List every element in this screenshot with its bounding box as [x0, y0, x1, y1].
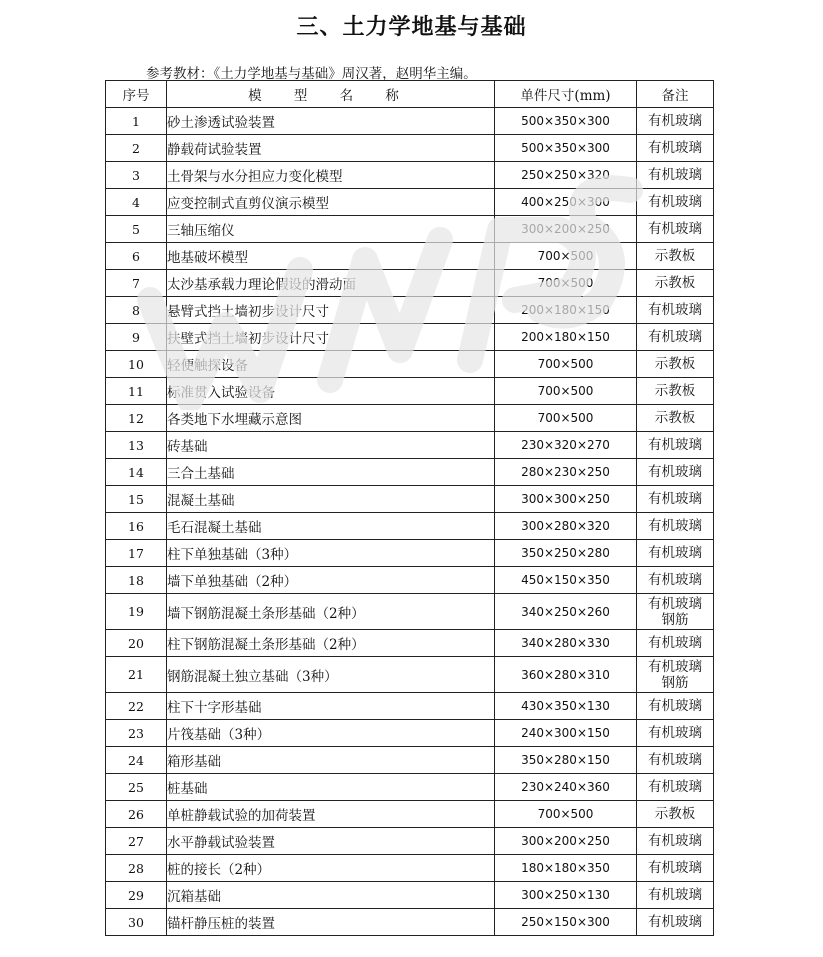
model-name: 墙下钢筋混凝土条形基础（2种）	[167, 594, 495, 630]
row-number: 23	[106, 720, 167, 747]
table-row	[106, 459, 714, 486]
model-table	[105, 80, 714, 936]
table-row	[106, 693, 714, 720]
model-name: 墙下单独基础（2种）	[167, 567, 495, 594]
table-row	[106, 351, 714, 378]
row-number: 5	[106, 216, 167, 243]
model-name: 桩基础	[167, 774, 495, 801]
table-row	[106, 720, 714, 747]
note-line: 有机玻璃	[648, 595, 702, 612]
model-size: 230×320×270	[495, 432, 637, 459]
table-row	[106, 801, 714, 828]
model-name: 单桩静载试验的加荷装置	[167, 801, 495, 828]
note-line: 有机玻璃	[648, 914, 702, 930]
note-line: 示教板	[654, 383, 696, 399]
note-line: 有机玻璃	[648, 833, 702, 849]
model-note	[637, 882, 714, 909]
model-size: 450×150×350	[495, 567, 637, 594]
model-name: 砂土渗透试验装置	[167, 108, 495, 135]
row-number: 13	[106, 432, 167, 459]
row-number: 18	[106, 567, 167, 594]
table-row	[106, 162, 714, 189]
model-note	[637, 270, 714, 297]
note-line: 有机玻璃	[648, 545, 702, 561]
table-row	[106, 513, 714, 540]
model-note	[637, 513, 714, 540]
model-name: 钢筋混凝土独立基础（3种）	[167, 657, 495, 693]
table-row	[106, 774, 714, 801]
model-size: 230×240×360	[495, 774, 637, 801]
model-note	[637, 801, 714, 828]
model-size: 700×500	[495, 270, 637, 297]
row-number: 12	[106, 405, 167, 432]
note-line: 有机玻璃	[648, 698, 702, 714]
model-name: 片筏基础（3种）	[167, 720, 495, 747]
model-size: 200×180×150	[495, 297, 637, 324]
model-note	[637, 747, 714, 774]
model-name: 毛石混凝土基础	[167, 513, 495, 540]
model-note	[637, 351, 714, 378]
note-line: 有机玻璃	[648, 464, 702, 480]
table-row	[106, 297, 714, 324]
model-note	[637, 693, 714, 720]
row-number: 21	[106, 657, 167, 693]
model-size: 350×280×150	[495, 747, 637, 774]
row-number: 6	[106, 243, 167, 270]
note-line: 有机玻璃	[648, 572, 702, 588]
model-name: 柱下十字形基础	[167, 693, 495, 720]
model-note	[637, 216, 714, 243]
table-row	[106, 909, 714, 936]
table-row	[106, 567, 714, 594]
note-line: 有机玻璃	[648, 329, 702, 345]
model-size: 700×500	[495, 801, 637, 828]
model-note	[637, 324, 714, 351]
row-number: 2	[106, 135, 167, 162]
header-num: 序号	[106, 81, 167, 108]
header-size: 单件尺寸(mm)	[495, 81, 637, 108]
model-name: 混凝土基础	[167, 486, 495, 513]
reference-textbook: 参考教材：《土力学地基与基础》周汉著，赵明华主编。	[146, 66, 477, 82]
model-size: 430×350×130	[495, 693, 637, 720]
table-row	[106, 324, 714, 351]
model-size: 300×280×320	[495, 513, 637, 540]
row-number: 14	[106, 459, 167, 486]
table-row	[106, 630, 714, 657]
row-number: 19	[106, 594, 167, 630]
model-size: 350×250×280	[495, 540, 637, 567]
row-number: 17	[106, 540, 167, 567]
row-number: 22	[106, 693, 167, 720]
model-size: 340×280×330	[495, 630, 637, 657]
note-line: 有机玻璃	[648, 140, 702, 156]
row-number: 7	[106, 270, 167, 297]
note-line: 钢筋	[661, 674, 689, 691]
row-number: 15	[106, 486, 167, 513]
note-line: 示教板	[654, 356, 696, 372]
model-note	[637, 135, 714, 162]
model-note	[637, 774, 714, 801]
table-header-row	[106, 81, 714, 108]
note-line: 有机玻璃	[648, 302, 702, 318]
row-number: 4	[106, 189, 167, 216]
note-line: 有机玻璃	[648, 113, 702, 129]
model-name: 扶壁式挡土墙初步设计尺寸	[167, 324, 495, 351]
table-row	[106, 882, 714, 909]
model-note	[637, 189, 714, 216]
model-size: 360×280×310	[495, 657, 637, 693]
table-row	[106, 540, 714, 567]
row-number: 25	[106, 774, 167, 801]
table-row	[106, 405, 714, 432]
note-line: 有机玻璃	[648, 658, 702, 675]
table-row	[106, 189, 714, 216]
table-row	[106, 486, 714, 513]
note-line: 有机玻璃	[648, 167, 702, 183]
model-name: 悬臂式挡土墙初步设计尺寸	[167, 297, 495, 324]
note-line: 示教板	[654, 410, 696, 426]
table-row	[106, 135, 714, 162]
model-size: 700×500	[495, 378, 637, 405]
note-line: 有机玻璃	[648, 725, 702, 741]
model-size: 280×230×250	[495, 459, 637, 486]
model-note	[637, 594, 714, 630]
model-note	[637, 243, 714, 270]
model-name: 箱形基础	[167, 747, 495, 774]
model-size: 400×250×300	[495, 189, 637, 216]
model-name: 锚杆静压桩的装置	[167, 909, 495, 936]
row-number: 3	[106, 162, 167, 189]
model-name: 柱下钢筋混凝土条形基础（2种）	[167, 630, 495, 657]
model-note	[637, 108, 714, 135]
model-note	[637, 540, 714, 567]
row-number: 30	[106, 909, 167, 936]
model-name: 砖基础	[167, 432, 495, 459]
model-note	[637, 297, 714, 324]
note-line: 有机玻璃	[648, 221, 702, 237]
note-line: 示教板	[654, 806, 696, 822]
row-number: 9	[106, 324, 167, 351]
table-row	[106, 594, 714, 630]
model-size: 700×500	[495, 243, 637, 270]
row-number: 11	[106, 378, 167, 405]
row-number: 29	[106, 882, 167, 909]
table-body	[106, 108, 714, 936]
row-number: 24	[106, 747, 167, 774]
note-line: 有机玻璃	[648, 860, 702, 876]
table-row	[106, 747, 714, 774]
model-name: 地基破坏模型	[167, 243, 495, 270]
table-row	[106, 108, 714, 135]
model-note	[637, 855, 714, 882]
model-name: 轻便触探设备	[167, 351, 495, 378]
model-note	[637, 720, 714, 747]
row-number: 28	[106, 855, 167, 882]
note-line: 钢筋	[661, 611, 689, 628]
note-line: 示教板	[654, 275, 696, 291]
model-size: 240×300×150	[495, 720, 637, 747]
model-note	[637, 459, 714, 486]
model-note	[637, 378, 714, 405]
model-name: 静载荷试验装置	[167, 135, 495, 162]
model-name: 应变控制式直剪仪演示模型	[167, 189, 495, 216]
table-row	[106, 855, 714, 882]
model-name: 各类地下水埋藏示意图	[167, 405, 495, 432]
table-row	[106, 216, 714, 243]
model-size: 300×200×250	[495, 216, 637, 243]
header-name: 模 型 名 称	[167, 81, 495, 108]
model-size: 300×200×250	[495, 828, 637, 855]
note-line: 示教板	[654, 248, 696, 264]
model-size: 250×150×300	[495, 909, 637, 936]
table-row	[106, 432, 714, 459]
model-size: 700×500	[495, 351, 637, 378]
model-name: 土骨架与水分担应力变化模型	[167, 162, 495, 189]
table-row	[106, 657, 714, 693]
model-size: 180×180×350	[495, 855, 637, 882]
note-line: 有机玻璃	[648, 437, 702, 453]
model-name: 沉箱基础	[167, 882, 495, 909]
page-title: 三、土力学地基与基础	[296, 14, 527, 40]
note-line: 有机玻璃	[648, 635, 702, 651]
model-note	[637, 486, 714, 513]
model-name: 太沙基承载力理论假设的滑动面	[167, 270, 495, 297]
row-number: 1	[106, 108, 167, 135]
row-number: 16	[106, 513, 167, 540]
model-name: 三轴压缩仪	[167, 216, 495, 243]
header-note: 备注	[637, 81, 714, 108]
model-name: 柱下单独基础（3种）	[167, 540, 495, 567]
model-note	[637, 657, 714, 693]
model-note	[637, 909, 714, 936]
note-line: 有机玻璃	[648, 752, 702, 768]
note-line: 有机玻璃	[648, 518, 702, 534]
model-size: 200×180×150	[495, 324, 637, 351]
model-name: 桩的接长（2种）	[167, 855, 495, 882]
model-note	[637, 630, 714, 657]
model-size: 250×250×320	[495, 162, 637, 189]
model-note	[637, 405, 714, 432]
row-number: 10	[106, 351, 167, 378]
model-note	[637, 432, 714, 459]
model-size: 500×350×300	[495, 135, 637, 162]
model-size: 300×250×130	[495, 882, 637, 909]
model-size: 300×300×250	[495, 486, 637, 513]
model-name: 水平静载试验装置	[167, 828, 495, 855]
model-size: 340×250×260	[495, 594, 637, 630]
model-note	[637, 162, 714, 189]
model-note	[637, 828, 714, 855]
model-name: 标准贯入试验设备	[167, 378, 495, 405]
note-line: 有机玻璃	[648, 887, 702, 903]
note-line: 有机玻璃	[648, 779, 702, 795]
model-size: 500×350×300	[495, 108, 637, 135]
note-line: 有机玻璃	[648, 491, 702, 507]
model-name: 三合土基础	[167, 459, 495, 486]
note-line: 有机玻璃	[648, 194, 702, 210]
row-number: 8	[106, 297, 167, 324]
table-row	[106, 243, 714, 270]
row-number: 26	[106, 801, 167, 828]
model-size: 700×500	[495, 405, 637, 432]
table-row	[106, 270, 714, 297]
table-row	[106, 828, 714, 855]
table-row	[106, 378, 714, 405]
row-number: 20	[106, 630, 167, 657]
model-note	[637, 567, 714, 594]
row-number: 27	[106, 828, 167, 855]
